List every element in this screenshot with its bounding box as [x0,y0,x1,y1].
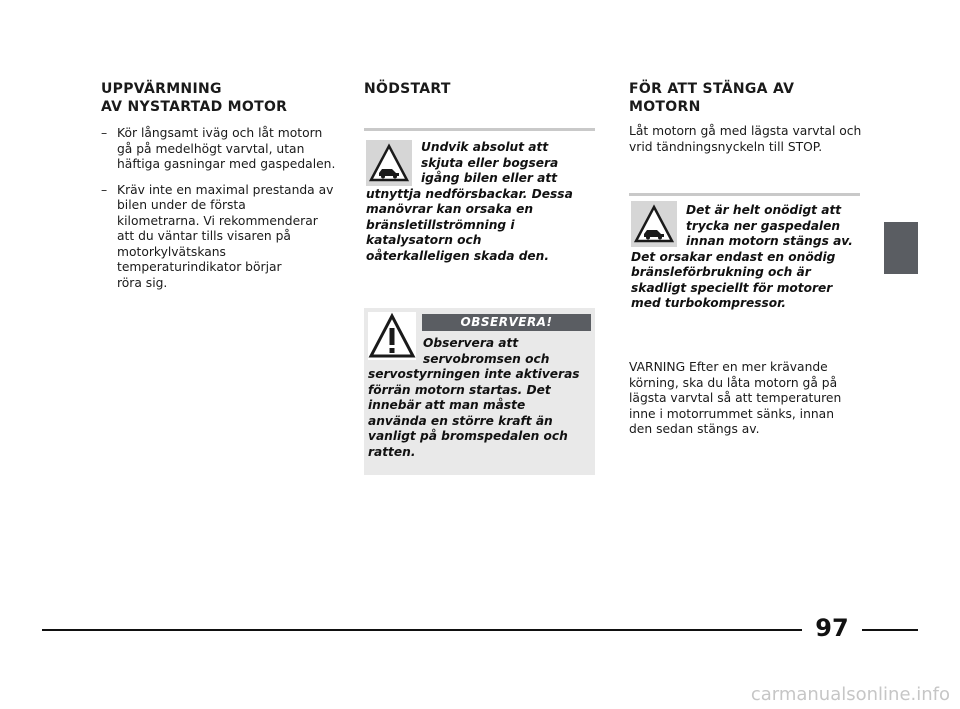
text-line: bränsleförbrukning och är [631,265,811,279]
footer-rule-left [42,629,802,631]
text-line: innebär att man måste [368,398,526,412]
text-line: motorkylvätskans [117,244,226,259]
watermark: carmanualsonline.info [750,684,950,705]
heading-line: AV NYSTARTAD MOTOR [101,99,288,115]
section-heading-warmup [101,80,341,116]
text-line: utnyttja nedförsbackar. Dessa [366,186,573,201]
text-line: kilometrarna. Vi rekommenderar [117,213,318,228]
text-line: röra sig. [117,275,168,290]
text-line: katalysatorn och [366,233,482,247]
dash-marker: – [101,182,108,197]
text-line: bränsletillströmning i [366,217,515,232]
heading-line: MOTORN [629,99,701,115]
text-line: inne i motorrummet sänks, innan [629,406,835,421]
warning-note-gas-pedal [629,193,860,323]
text-line: servostyrningen inte aktiveras [368,367,580,381]
section-heading-engine-stop [629,80,869,116]
text-line: Det är helt onödigt att [686,203,842,217]
text-line: skadligt speciellt för motorer [631,280,833,295]
text-line: gå på medelhögt varvtal, utan [117,141,305,156]
warning-note-push-start [364,128,595,278]
text-line: Det orsakar endast en onödig [631,249,836,264]
text-line: körning, ska du låta motorn gå på [629,375,838,390]
section-heading-emergency-start: NÖDSTART [364,81,451,97]
note-text [366,140,595,264]
observera-label: OBSERVERA! [422,314,591,331]
text-line: förrän motorn startas. Det [368,382,551,397]
text-line: Kräv inte en maximal prestanda av [117,182,334,197]
text-line: häftiga gasningar med gaspedalen. [117,157,336,171]
text-line: vrid tändningsnyckeln till STOP. [629,139,823,154]
chapter-tab [884,222,918,274]
text-line: vanligt på bromspedalen och [368,429,568,443]
text-line: Observera att [423,336,519,350]
text-line: den sedan stängs av. [629,422,760,436]
engine-stop-intro [629,124,869,155]
text-line: skjuta eller bogsera [421,155,559,170]
text-line: ratten. [368,444,416,459]
varning-paragraph [629,360,869,438]
text-line: igång bilen eller att [421,171,558,185]
heading-line: FÖR ATT STÄNGA AV [629,81,795,97]
warmup-bullet-list [101,126,341,291]
text-line: Låt motorn gå med lägsta varvtal och [629,124,862,138]
text-line: Undvik absolut att [421,140,549,154]
text-line: oåterkalleligen skada den. [366,248,549,263]
footer-rule-right [862,629,918,631]
note-divider [364,128,595,131]
text-line: med turbokompressor. [631,296,787,310]
text-line: innan motorn stängs av. [686,234,853,248]
text-line: Kör långsamt iväg och låt motorn [117,126,323,140]
left-column [101,80,341,301]
page-number: 97 [815,614,849,642]
text-line: servobromsen och [423,351,550,366]
text-line: använda en större kraft än [368,413,553,428]
text-line: bilen under de första [117,198,246,212]
text-line: lägsta varvtal så att temperaturen [629,391,842,405]
text-line: att du väntar tills visaren på [117,229,291,243]
list-item [101,126,341,173]
dash-marker: – [101,126,108,140]
observera-note-servo [364,308,595,475]
note-text [368,336,595,460]
text-line: trycka ner gaspedalen [686,218,841,233]
text-line: VARNING Efter en mer krävande [629,360,828,374]
text-line: manövrar kan orsaka en [366,202,534,216]
right-column [629,80,869,155]
heading-line: UPPVÄRMNING [101,81,222,97]
list-item [101,183,341,292]
text-line: temperaturindikator börjar [117,260,282,274]
note-text [631,203,860,312]
note-divider [629,193,860,196]
